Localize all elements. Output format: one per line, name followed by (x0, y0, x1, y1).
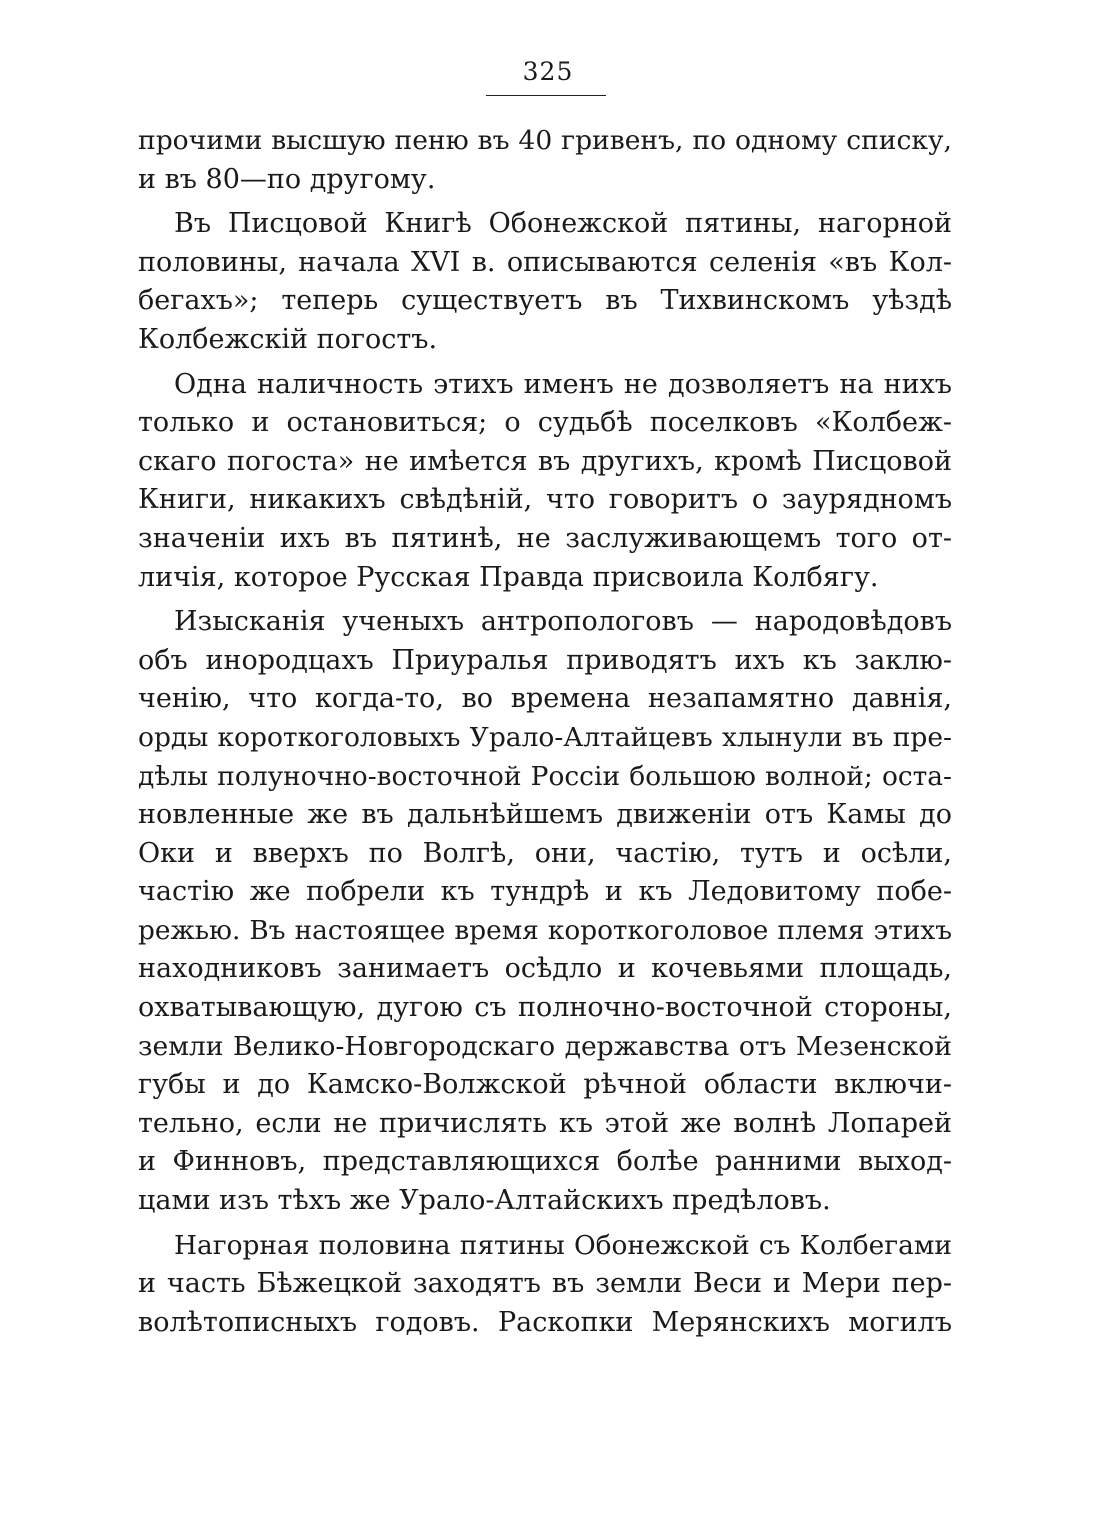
text-line: губы и до Камско-Волжской рѣчной области включи- (138, 1069, 952, 1101)
text-line: объ инородцахъ Приуралья приводятъ ихъ къ заклю- (138, 644, 952, 676)
text-line: и Финновъ, представляющихся болѣе ранними выход- (138, 1146, 952, 1178)
text-line: Колбежскій погостъ. (138, 323, 438, 355)
text-line: охватывающую, дугою съ полночно-восточной стороны, (138, 992, 952, 1024)
page-number: 325 (522, 57, 574, 86)
text-line: Изысканія ученыхъ антропологовъ — народовѣдовъ (174, 606, 952, 638)
text-line: частію же побрели къ тундрѣ и къ Ледовитому побе- (138, 876, 952, 908)
text-line: дѣлы полуночно-восточной Россіи большою волной; оста- (138, 760, 952, 792)
text-line: скаго погоста» не имѣется въ другихъ, кромѣ Писцовой (138, 445, 952, 477)
text-line: режью. Въ настоящее время короткоголовое племя этихъ (138, 915, 952, 946)
text-line: цами изъ тѣхъ же Урало-Алтайскихъ предѣловъ. (138, 1185, 831, 1217)
text-line: половины, начала XVI в. описываются селенія «въ Кол- (138, 246, 952, 278)
text-line: значеніи ихъ въ пятинѣ, не заслуживающемъ того от- (138, 522, 952, 554)
text-line: прочими высшую пеню въ 40 гривенъ, по одному списку, (138, 125, 952, 156)
text-line: ченію, что когда-то, во времена незапамятно давнія, (138, 683, 952, 715)
text-line: тельно, если не причислять къ этой же волнѣ Лопарей (138, 1107, 952, 1139)
text-line: Въ Писцовой Книгѣ Обонежской пятины, нагорной (174, 208, 952, 240)
text-line: Оки и вверхъ по Волгѣ, они, частію, тутъ и осѣли, (138, 837, 952, 869)
text-line: и часть Бѣжецкой заходятъ въ земли Веси и Мери пер- (138, 1268, 952, 1300)
paragraph-4 (138, 603, 952, 1221)
text-line: новленные же въ дальнѣйшемъ движеніи отъ Камы до (138, 799, 952, 831)
body-text (138, 122, 952, 1342)
text-line: и въ 80—по другому. (138, 163, 436, 195)
paragraph-5 (138, 1227, 952, 1343)
text-line: Одна наличность этихъ именъ не дозволяетъ на нихъ (174, 368, 952, 400)
text-line: бегахъ»; теперь существуетъ въ Тихвинскомъ уѣздѣ (138, 285, 952, 317)
text-line: только и остановиться; о судьбѣ поселковъ «Колбеж- (138, 407, 952, 439)
text-line: земли Велико-Новгородскаго державства отъ Мезенской (138, 1030, 952, 1062)
text-line: орды короткоголовыхъ Урало-Алтайцевъ хлынули въ пре- (138, 721, 952, 753)
header-rule (486, 95, 606, 96)
text-line: Нагорная половина пятины Обонежской съ Колбегами (174, 1229, 952, 1261)
text-line: Книги, никакихъ свѣдѣній, что говоритъ о заурядномъ (138, 484, 952, 516)
text-line: находниковъ занимаетъ осѣдло и кочевьями площадь, (138, 953, 952, 985)
text-line: волѣтописныхъ годовъ. Раскопки Мерянскихъ могилъ (138, 1306, 952, 1338)
paragraph-3 (138, 366, 952, 598)
paragraph-2 (138, 205, 952, 359)
paragraph-1 (138, 122, 952, 199)
text-line: личія, которое Русская Правда присвоила Колбягу. (138, 561, 879, 593)
